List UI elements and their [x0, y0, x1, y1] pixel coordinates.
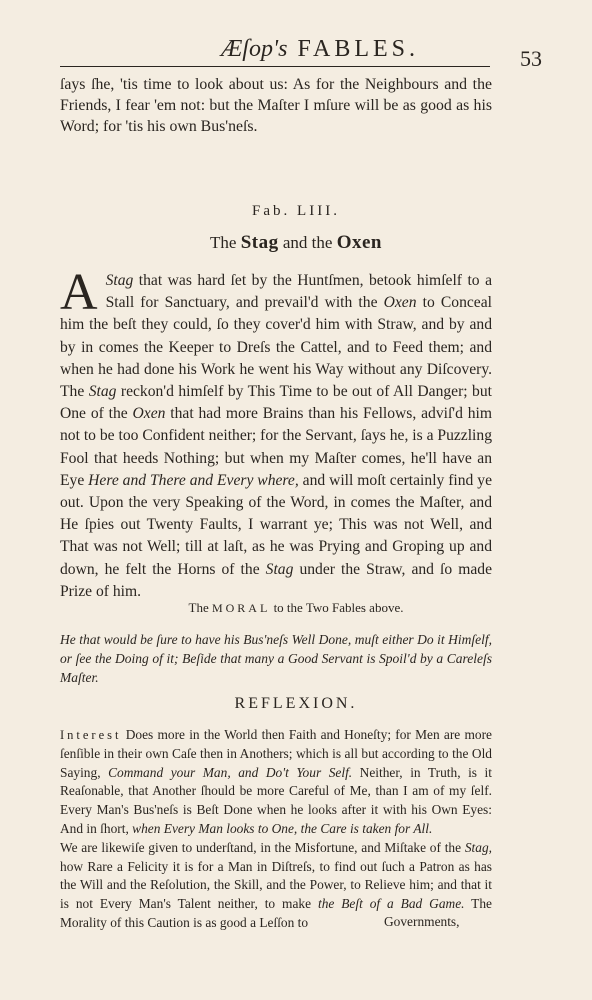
- moral-text: He that would be ſure to have his Bus'neſs Well Done, muſt either Do it Himſelf, or ſee the Doing of it; Beſide that many a Good Servant is Spoil'd by a Careleſs Maſter.: [60, 632, 492, 685]
- lead-word: Interest: [60, 728, 122, 742]
- reflexion-heading: REFLEXION.: [234, 695, 358, 712]
- fable-body: [60, 264, 492, 603]
- reflexion-paragraph: [60, 726, 492, 839]
- reflexion-text: We are likewiſe given to underſtand, in the Misfortune, and Miſtake of the: [60, 839, 465, 855]
- reflexion-text: when Every Man looks to One, the Care is taken for All.: [132, 820, 433, 836]
- reflexion-text: the Beſt of a Bad Game.: [317, 896, 465, 912]
- title-oxen: Oxen: [336, 232, 382, 253]
- fable-text: Stag: [88, 383, 117, 401]
- moral-word: MORAL: [211, 601, 271, 615]
- fable-text: that was hard ſet by the Huntſmen, betook himſelf to a Stall for Sanctuary, and prevail'd with the: [105, 272, 492, 312]
- running-head-title: FABLES.: [297, 36, 420, 62]
- moral-rest: to the Two Fables above.: [273, 600, 404, 615]
- reflexion-text: Does more in the World then Faith and Honeſty; for Men are more ſenſible in their own Caſe then in Anothers; which is all but according to the Old Saying,: [60, 727, 492, 780]
- running-head-author: Æſop's: [220, 36, 288, 62]
- reflexion-body: [60, 726, 492, 933]
- fable-text: Here and There and Every where,: [88, 471, 299, 489]
- reflexion-text: Stag,: [464, 839, 492, 855]
- fable-text: Oxen: [383, 294, 417, 312]
- catchword: Governments,: [384, 914, 460, 929]
- reflexion-text: Neither, in Truth, is it Reaſonable, that Another ſhould be more Careful of Me, than I am of my ſelf. Every Man's Bus'neſs is Beſt Done when he looks after it with his Own Eyes: And in ſhort,: [60, 764, 492, 836]
- reflexion-text: Command your Man, and Do't Your Self.: [108, 764, 353, 780]
- drop-cap: A: [60, 264, 98, 321]
- running-head: [125, 36, 515, 63]
- fable-text: and will moſt certainly find ye out. Upon the very Speaking of the Word, in comes the Maſter, and He ſpies out Twenty Faults, I warrant ye; This was not Well, and That was not Well; till at laſt, as he was Prying and Groping up and down, he felt the Horns of the: [60, 471, 492, 578]
- continuation-text: ſays ſhe, 'tis time to look about us: As for the Neighbours and the Friends, I fear 'em not: but the Maſter I mſure will be as good as his Word; for 'tis his own Bus'neſs.: [60, 76, 492, 135]
- fable-text: Stag: [105, 272, 134, 289]
- title-stag: Stag: [240, 232, 279, 253]
- fable-number: Fab. LIII.: [252, 203, 340, 219]
- title-the: The: [210, 233, 237, 252]
- previous-fable-ending: [60, 74, 492, 137]
- reflexion-text: how Rare a Felicity it is for a Man in Diſtreſs, to find out ſuch a Patron as has the Will and the Reſolution, the Skill, and the Power, to Relieve him; and that it is not Every Man's Talent neither, to make: [60, 858, 492, 912]
- fable-text: to Conceal him the beſt they could, ſo they cover'd him with Straw, and by and by in comes the Keeper to Dreſs the Cattel, and to Feed them; and when he had done his Work he went his Way without any Diſcovery. The: [60, 294, 492, 401]
- fable-text: under the Straw, and ſo made Prize of him.: [60, 560, 492, 600]
- fable-text: Stag: [265, 560, 294, 578]
- page-number: 53: [520, 46, 542, 71]
- moral-the: The: [188, 600, 209, 615]
- fable-title: [0, 232, 592, 254]
- fable-text: that had more Brains than his Fellows, adviſ'd him not to be too Confident neither; for the Servant, ſays he, is a Puzzling Fool that heeds Nothing; but when my Maſter comes, he'll have an Eye: [60, 405, 492, 489]
- header-rule: [60, 66, 490, 67]
- moral-heading: [0, 600, 592, 616]
- fable-text: reckon'd himſelf by This Time to be out of All Danger; but One of the: [60, 383, 492, 423]
- reflexion-text: The Morality of this Caution is as good a Leſſon to: [60, 896, 492, 930]
- title-and-the: and the: [282, 233, 333, 252]
- fable-text: Oxen: [132, 405, 166, 423]
